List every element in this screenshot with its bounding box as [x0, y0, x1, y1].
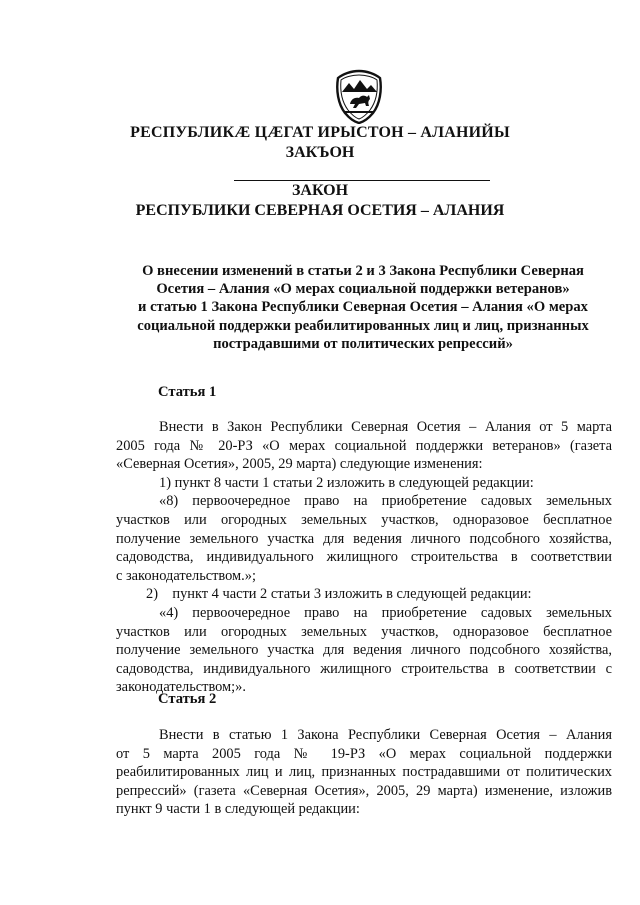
law-title [120, 262, 606, 353]
text-line: с законодательством.»; [116, 567, 256, 584]
text-line: 1) пункт 8 части 1 статьи 2 изложить в следующей редакции: [159, 474, 534, 491]
text-line: садоводства, индивидуального жилищного строительства в соответствии [116, 549, 612, 566]
text-line: репрессий» (газета «Северная Осетия», 2005, 29 марта) изменение, изложив [116, 782, 612, 799]
coat-of-arms-icon [333, 68, 385, 124]
article-2-heading: Статья 2 [158, 691, 217, 707]
text-line: от 5 марта 2005 года № 19-РЗ «О мерах социальной поддержки [116, 745, 612, 762]
text-line: «8) первоочередное право на приобретение садовых земельных [159, 493, 612, 510]
text-line: 2) пункт 4 части 2 статьи 3 изложить в следующей редакции: [146, 586, 532, 603]
text-line: законодательством;». [116, 679, 246, 696]
ossetian-law-heading: ЗАКЪОН [285, 144, 355, 161]
ossetian-republic-heading: РЕСПУБЛИКӔ ЦӔГАТ ИРЫСТОН – АЛАНИЙЫ [130, 124, 510, 141]
header-divider [234, 180, 490, 181]
text-line: получение земельного участка для ведения личного подсобного хозяйства, [116, 530, 612, 547]
text-line: получение земельного участка для ведения личного подсобного хозяйства, [116, 642, 612, 659]
text-line: пункт 9 части 1 в следующей редакции: [116, 801, 360, 818]
text-line: «Северная Осетия», 2005, 29 марта) следующие изменения: [116, 456, 483, 473]
title-line: пострадавшими от политических репрессий» [213, 335, 513, 352]
text-line: 2005 года № 20-РЗ «О мерах социальной поддержки ветеранов» (газета [116, 437, 612, 454]
article-1-text [116, 418, 612, 697]
text-line: садоводства, индивидуального жилищного строительства в соответствии с [116, 660, 612, 677]
text-line: реабилитированных лиц и лиц, признанных пострадавшими от политических [116, 764, 612, 781]
title-line: и статью 1 Закона Республики Северная Осетия – Алания «О мерах [138, 299, 588, 316]
title-line: О внесении изменений в статьи 2 и 3 Закона Республики Северная [142, 263, 584, 279]
text-line: Внести в Закон Республики Северная Осетия – Алания от 5 марта [159, 419, 612, 435]
title-line: социальной поддержки реабилитированных лиц и лиц, признанных [137, 317, 589, 334]
text-line: участков или огородных земельных участков, одноразовое бесплатное [116, 623, 612, 640]
article-2-text [116, 726, 612, 819]
title-line: Осетия – Алания «О мерах социальной поддержки ветеранов» [156, 281, 570, 298]
text-line: участков или огородных земельных участков, одноразовое бесплатное [116, 511, 612, 528]
russian-republic-heading: РЕСПУБЛИКИ СЕВЕРНАЯ ОСЕТИЯ – АЛАНИЯ [135, 202, 505, 219]
text-line: «4) первоочередное право на приобретение садовых земельных [159, 604, 612, 621]
article-1-heading: Статья 1 [158, 384, 217, 400]
russian-law-heading: ЗАКОН [291, 182, 349, 199]
text-line: Внести в статью 1 Закона Республики Северная Осетия – Алания [159, 727, 612, 743]
